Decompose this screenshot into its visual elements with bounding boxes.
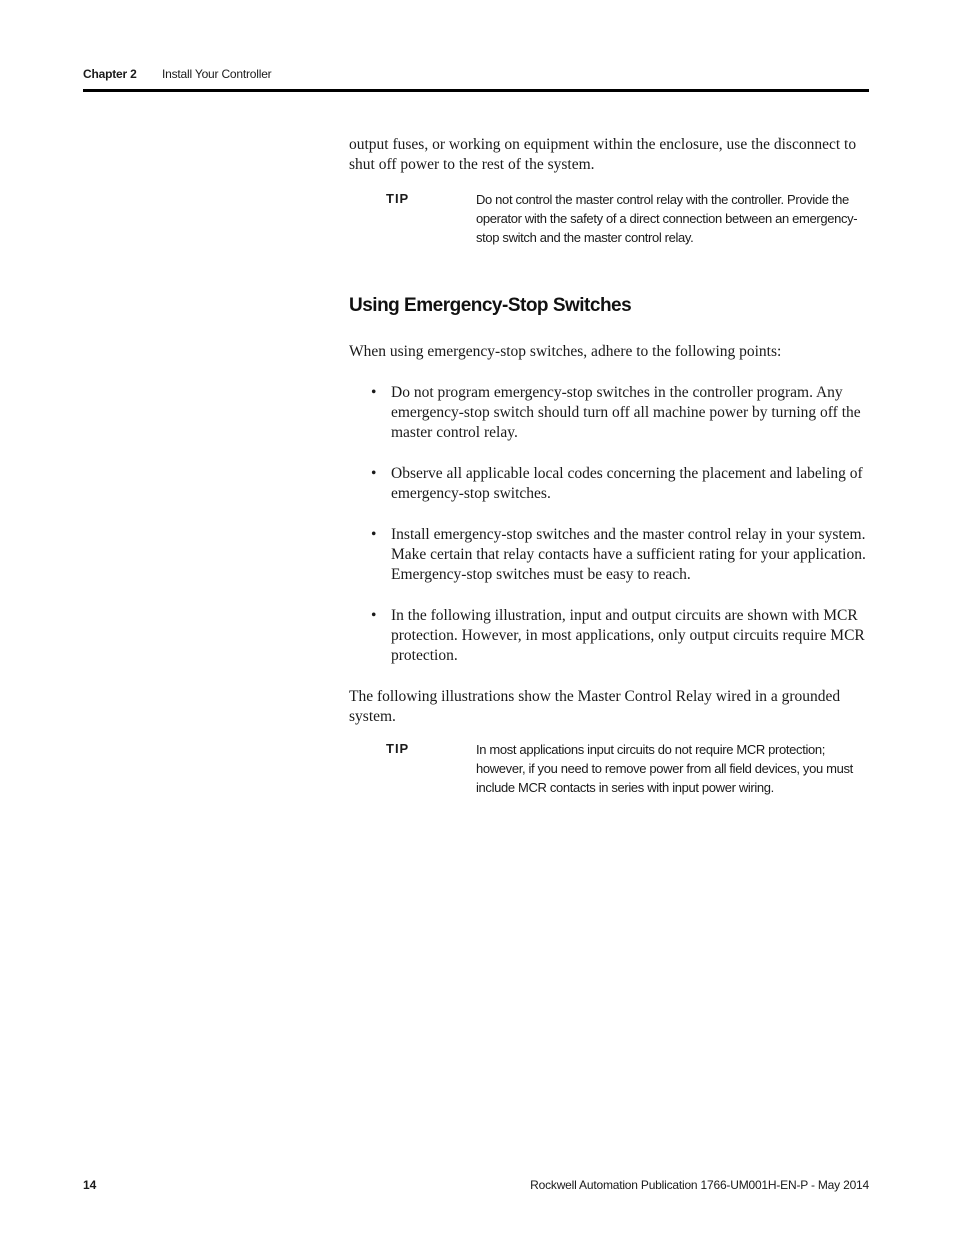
bullet-point: • xyxy=(371,465,377,482)
tip-box-2 xyxy=(386,740,870,800)
list-item-text: Do not program emergency-stop switches in the controller program. Any emergency-stop switch should turn off all machine power by turning off the master control relay. xyxy=(391,384,861,441)
chapter-title: Install Your Controller xyxy=(162,67,272,81)
section-heading: Using Emergency-Stop Switches xyxy=(349,295,632,316)
list-item-text: In the following illustration, input and output circuits are shown with MCR protection. However, in most applications, only output circuits require MCR protection. xyxy=(391,607,865,664)
publication-info: Rockwell Automation Publication 1766-UM001H-EN-P - May 2014 xyxy=(530,1178,869,1192)
list-item xyxy=(349,606,869,666)
page-header xyxy=(83,66,869,92)
bullet-point: • xyxy=(371,526,377,543)
bullet-point: • xyxy=(371,607,377,624)
intro-paragraph: output fuses, or working on equipment within the enclosure, use the disconnect to shut off power to the rest of the system. xyxy=(349,136,857,173)
list-item-text: Observe all applicable local codes concerning the placement and labeling of emergency-stop switches. xyxy=(391,465,863,502)
tip-label: TIP xyxy=(386,741,410,756)
bullet-point: • xyxy=(371,384,377,401)
list-item xyxy=(349,525,869,585)
tip-label: TIP xyxy=(386,191,410,206)
page-number: 14 xyxy=(83,1178,97,1192)
tip-box-1 xyxy=(386,190,870,250)
tip-text: In most applications input circuits do not require MCR protection; however, if you need to remove power from all field devices, you must include MCR contacts in series with input power wiring. xyxy=(476,742,853,795)
list-item xyxy=(349,383,869,443)
page-footer xyxy=(83,1177,869,1195)
closing-paragraph: The following illustrations show the Master Control Relay wired in a grounded system. xyxy=(349,688,841,725)
bullet-list xyxy=(349,383,869,687)
list-item xyxy=(349,464,869,504)
tip-text: Do not control the master control relay with the controller. Provide the operator with the safety of a direct connection between an emergency-stop switch and the master control relay. xyxy=(476,192,858,245)
chapter-label: Chapter 2 xyxy=(83,67,137,81)
lead-paragraph: When using emergency-stop switches, adhere to the following points: xyxy=(349,343,782,360)
list-item-text: Install emergency-stop switches and the master control relay in your system. Make certain that relay contacts have a sufficient rating for your application. Emergency-stop switches must be easy to reach. xyxy=(391,526,866,583)
